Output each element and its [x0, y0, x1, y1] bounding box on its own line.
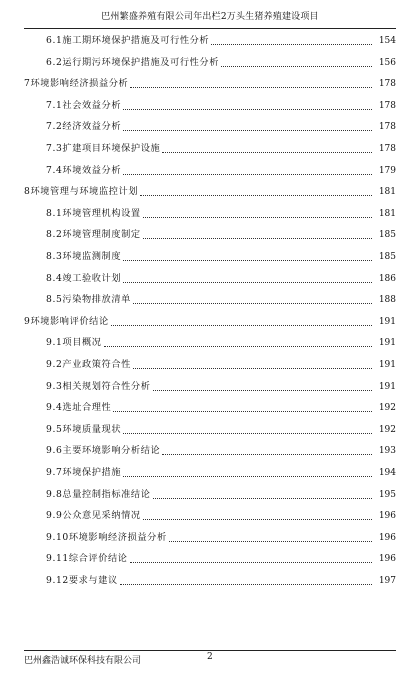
- toc-entry-title: 9.11综合评价结论: [46, 553, 128, 565]
- toc-entry[interactable]: [24, 355, 396, 371]
- toc-leader-dots: [113, 411, 372, 412]
- toc-entry-title: 9.4选址合理性: [46, 402, 112, 414]
- toc-leader-dots: [133, 303, 372, 304]
- toc-entry-page: 196: [378, 511, 396, 522]
- toc-entry-title: 8.4竣工验收计划: [46, 272, 122, 284]
- toc-leader-dots: [130, 562, 372, 563]
- toc-leader-dots: [221, 66, 372, 67]
- toc-entry-page: 196: [378, 554, 396, 565]
- toc-entry-title: 7.2经济效益分析: [46, 121, 122, 133]
- toc-leader-dots: [123, 476, 372, 477]
- toc-entry-title: 8.3环境监测制度: [46, 251, 122, 262]
- toc-entry-page: 186: [378, 273, 396, 284]
- toc-entry-page: 179: [378, 165, 396, 176]
- toc-entry[interactable]: [24, 571, 396, 587]
- toc-leader-dots: [123, 109, 372, 110]
- toc-entry-title: 7环境影响经济损益分析: [24, 78, 129, 90]
- toc-leader-dots: [104, 346, 372, 347]
- toc-entry[interactable]: [24, 549, 396, 565]
- toc-entry[interactable]: [24, 96, 396, 112]
- toc-entry-page: 191: [378, 381, 396, 392]
- toc-entry[interactable]: [24, 182, 396, 198]
- toc-entry-title: 8环境管理与环境监控计划: [24, 186, 139, 198]
- table-of-contents: [24, 31, 396, 586]
- toc-entry[interactable]: [24, 333, 396, 349]
- toc-leader-dots: [140, 195, 372, 196]
- toc-entry[interactable]: [24, 398, 396, 414]
- toc-entry-page: 181: [378, 208, 396, 219]
- toc-entry[interactable]: [24, 528, 396, 544]
- toc-leader-dots: [153, 498, 373, 499]
- toc-entry[interactable]: [24, 53, 396, 69]
- toc-entry-title: 8.5污染物排放清单: [46, 294, 131, 306]
- toc-entry-title: 8.2环境管理制度制定: [46, 229, 141, 241]
- toc-entry-title: 6.2运行期污环境保护措施及可行性分析: [46, 56, 220, 68]
- toc-entry-title: 9.5环境质量现状: [46, 423, 122, 435]
- toc-leader-dots: [153, 390, 373, 391]
- toc-entry[interactable]: [24, 269, 396, 285]
- toc-entry[interactable]: [24, 485, 396, 501]
- toc-leader-dots: [123, 260, 372, 261]
- toc-entry[interactable]: [24, 74, 396, 90]
- toc-leader-dots: [211, 44, 372, 45]
- toc-entry-title: 7.4环境效益分析: [46, 164, 122, 176]
- footer-company-name: 巴州鑫浩诚环保科技有限公司: [24, 656, 142, 666]
- toc-entry-page: 192: [378, 424, 396, 435]
- toc-entry-page: 191: [378, 360, 396, 370]
- toc-entry-title: 7.1社会效益分析: [46, 99, 122, 111]
- toc-entry-page: 185: [378, 230, 396, 241]
- toc-entry-page: 191: [378, 316, 396, 327]
- toc-entry[interactable]: [24, 225, 396, 241]
- footer-page-number: 2: [207, 652, 213, 662]
- toc-entry[interactable]: [24, 377, 396, 393]
- toc-entry-page: 196: [378, 532, 396, 543]
- toc-entry[interactable]: [24, 161, 396, 177]
- document-title: 巴州繁盛养殖有限公司年出栏2万头生猪养殖建设项目: [101, 12, 319, 22]
- toc-entry-title: 9.2产业政策符合性: [46, 359, 131, 370]
- toc-entry-page: 178: [378, 144, 396, 154]
- toc-entry[interactable]: [24, 420, 396, 436]
- toc-entry-title: 9.1项目概况: [46, 337, 102, 349]
- toc-leader-dots: [111, 325, 372, 326]
- toc-entry-page: 193: [378, 446, 396, 457]
- toc-entry-page: 178: [378, 79, 396, 90]
- toc-entry[interactable]: [24, 290, 396, 306]
- toc-entry[interactable]: [24, 463, 396, 479]
- toc-entry[interactable]: [24, 31, 396, 47]
- toc-entry-title: 9环境影响评价结论: [24, 315, 109, 327]
- toc-leader-dots: [143, 238, 372, 239]
- toc-entry[interactable]: [24, 441, 396, 457]
- toc-entry-page: 156: [378, 57, 396, 68]
- toc-leader-dots: [169, 541, 372, 542]
- toc-leader-dots: [123, 282, 372, 283]
- toc-leader-dots: [143, 519, 372, 520]
- toc-entry-page: 181: [378, 187, 396, 198]
- toc-entry-title: 9.10环境影响经济损益分析: [46, 531, 167, 543]
- page-footer: [24, 650, 396, 669]
- toc-entry[interactable]: [24, 204, 396, 220]
- toc-leader-dots: [123, 433, 372, 434]
- toc-leader-dots: [162, 454, 372, 455]
- toc-entry-title: 9.3相关规划符合性分析: [46, 380, 151, 392]
- toc-leader-dots: [123, 130, 372, 131]
- toc-leader-dots: [120, 584, 372, 585]
- toc-entry-title: 6.1施工期环境保护措施及可行性分析: [46, 35, 210, 46]
- toc-entry[interactable]: [24, 247, 396, 263]
- toc-leader-dots: [162, 152, 372, 153]
- toc-entry-page: 192: [378, 403, 396, 414]
- toc-entry[interactable]: [24, 139, 396, 155]
- toc-entry-page: 178: [378, 122, 396, 133]
- toc-leader-dots: [130, 87, 372, 88]
- toc-entry-title: 9.7环境保护措施: [46, 467, 122, 478]
- toc-entry[interactable]: [24, 506, 396, 522]
- toc-entry-title: 9.8总量控制指标准结论: [46, 488, 151, 500]
- toc-entry-title: 8.1环境管理机构设置: [46, 207, 141, 219]
- toc-entry-title: 7.3扩建项目环境保护设施: [46, 143, 161, 154]
- toc-leader-dots: [123, 174, 372, 175]
- toc-leader-dots: [133, 368, 372, 369]
- toc-entry-page: 194: [378, 468, 396, 478]
- page-header: [24, 8, 396, 29]
- toc-entry-title: 9.6主要环境影响分析结论: [46, 445, 161, 457]
- toc-entry-title: 9.12要求与建议: [46, 575, 118, 586]
- toc-entry[interactable]: [24, 312, 396, 328]
- toc-entry-page: 178: [378, 100, 396, 111]
- toc-leader-dots: [143, 217, 372, 218]
- toc-entry-page: 195: [378, 489, 396, 500]
- toc-entry-title: 9.9公众意见采纳情况: [46, 510, 141, 522]
- toc-entry[interactable]: [24, 117, 396, 133]
- toc-entry-page: 185: [378, 252, 396, 262]
- toc-entry-page: 188: [378, 295, 396, 306]
- toc-entry-page: 191: [378, 338, 396, 349]
- toc-entry-page: 154: [378, 36, 396, 46]
- toc-entry-page: 197: [378, 576, 396, 586]
